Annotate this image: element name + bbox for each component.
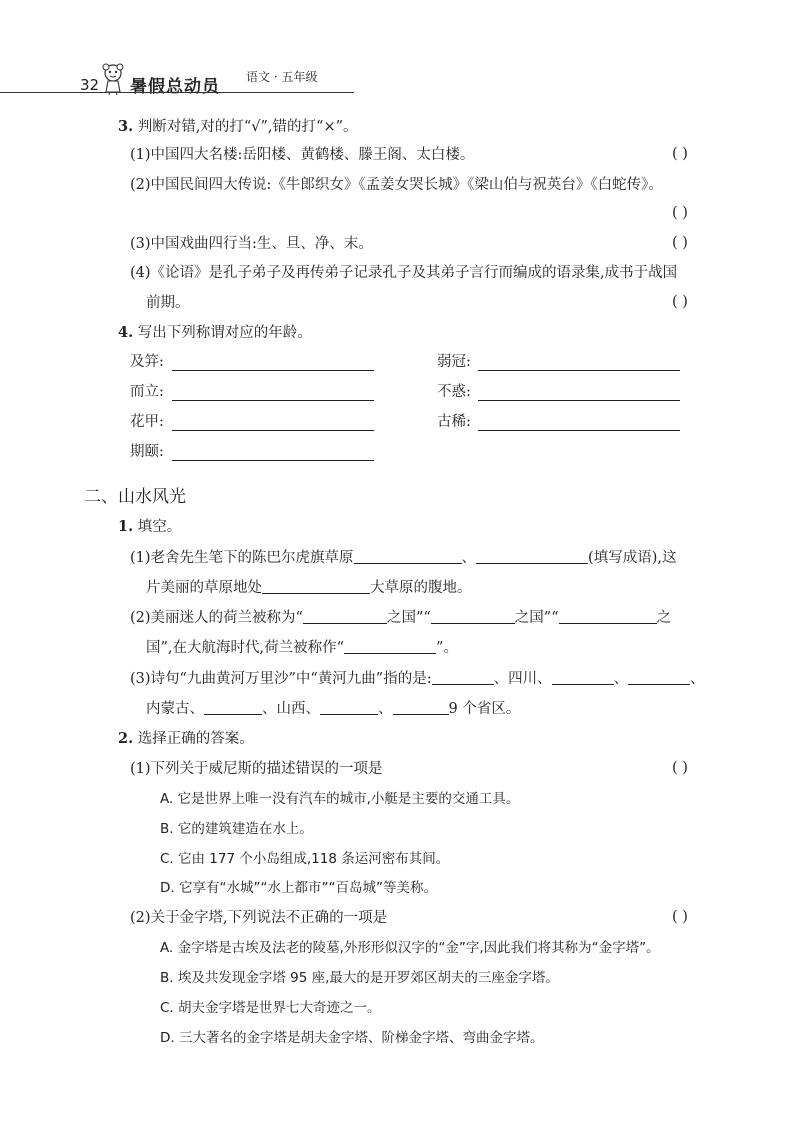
age-label: 古稀: [437,414,471,430]
question-number: 2. [118,730,134,747]
age-label: 期颐: [130,444,164,460]
answer-paren[interactable]: ( ) [672,235,688,251]
question-title: 判断对错,对的打“√”,错的打“×”。 [137,119,358,135]
choice-option[interactable]: A. 它是世界上唯一没有汽车的城市,小艇是主要的交通工具。 [160,791,520,807]
answer-blank[interactable] [478,370,680,371]
choice-option[interactable]: A. 金字塔是古埃及法老的陵墓,外形形似汉字的“金”字,因此我们将其称为“金字塔”。 [160,940,660,956]
answer-blank[interactable] [303,609,387,624]
age-label: 而立: [130,384,164,400]
age-label: 弱冠: [437,354,471,370]
answer-blank[interactable] [204,700,262,715]
answer-blank[interactable] [476,549,588,564]
choice-option[interactable]: D. 三大著名的金字塔是胡夫金字塔、阶梯金字塔、弯曲金字塔。 [160,1030,544,1046]
answer-blank[interactable] [262,579,370,594]
fill-line: 片美丽的草原地处 大草原的腹地。 [146,580,472,596]
question-number: 3. [118,118,134,135]
choice-option[interactable]: B. 埃及共发现金字塔 95 座,最大的是开罗郊区胡夫的三座金字塔。 [160,970,559,986]
fill-line: (1)老舍先生笔下的陈巴尔虎旗草原 、 (填写成语),这 [130,550,677,566]
age-label: 不惑: [437,384,471,400]
brand-title: 暑假总动员 [130,77,220,97]
fill-line: (2)美丽迷人的荷兰被称为“ 之国”“ 之国”“ 之 [130,610,672,626]
mascot-icon [101,62,125,96]
answer-blank[interactable] [172,400,374,401]
answer-paren[interactable]: ( ) [672,760,688,776]
question-title: 选择正确的答案。 [137,731,254,747]
answer-blank[interactable] [559,609,657,624]
question-number: 4. [118,324,134,341]
answer-blank[interactable] [172,430,374,431]
answer-blank[interactable] [432,670,494,685]
section-heading: 二、山水风光 [84,487,186,507]
q3-item-1: (1)中国四大名楼:岳阳楼、黄鹤楼、滕王阁、太白楼。 [130,147,475,163]
age-label: 及笄: [130,354,164,370]
question-number: 1. [118,518,134,535]
answer-blank[interactable] [478,400,680,401]
subject-label: 语文 · 五年级 [246,70,318,84]
answer-paren[interactable]: ( ) [672,909,688,925]
answer-paren[interactable]: ( ) [672,146,688,162]
fill-line: (3)诗句“九曲黄河万里沙”中“黄河九曲”指的是: 、四川、 、 、 [130,671,705,687]
fill-line: 国”,在大航海时代,荷兰被称作“ ”。 [146,640,458,656]
q3-item-2: (2)中国民间四大传说:《牛郎织女》《孟姜女哭长城》《梁山伯与祝英台》《白蛇传》。 [130,177,663,193]
choice-option[interactable]: C. 胡夫金字塔是世界七大奇迹之一。 [160,1000,381,1016]
answer-blank[interactable] [393,700,449,715]
header-rule-right [232,92,354,93]
answer-blank[interactable] [320,700,378,715]
q3-item-3: (3)中国戏曲四行当:生、旦、净、末。 [130,236,373,252]
answer-blank[interactable] [172,370,374,371]
answer-blank[interactable] [172,460,374,461]
q3-item-4-cont: 前期。 [146,295,190,311]
sub-question: (2)关于金字塔,下列说法不正确的一项是 [130,910,388,926]
question-title: 填空。 [137,519,182,535]
answer-blank[interactable] [344,639,436,654]
fill-line: 内蒙古、 、山西、 、 9 个省区。 [146,701,521,717]
choice-option[interactable]: D. 它享有“水城”“水上都市”“百岛城”等美称。 [160,880,437,896]
question-title: 写出下列称谓对应的年龄。 [137,325,312,341]
header-rule [0,92,232,93]
sub-question: (1)下列关于威尼斯的描述错误的一项是 [130,761,383,777]
choice-option[interactable]: C. 它由 177 个小岛组成,118 条运河密布其间。 [160,851,450,867]
answer-blank[interactable] [354,549,462,564]
page-number: 32 [80,76,100,94]
answer-blank[interactable] [628,670,690,685]
answer-paren[interactable]: ( ) [672,205,688,221]
answer-blank[interactable] [431,609,515,624]
answer-blank[interactable] [552,670,614,685]
age-label: 花甲: [130,414,164,430]
answer-paren[interactable]: ( ) [672,294,688,310]
q3-item-4: (4)《论语》是孔子弟子及再传弟子记录孔子及其弟子言行而编成的语录集,成书于战国 [130,265,678,281]
choice-option[interactable]: B. 它的建筑建造在水上。 [160,821,313,837]
answer-blank[interactable] [478,430,680,431]
